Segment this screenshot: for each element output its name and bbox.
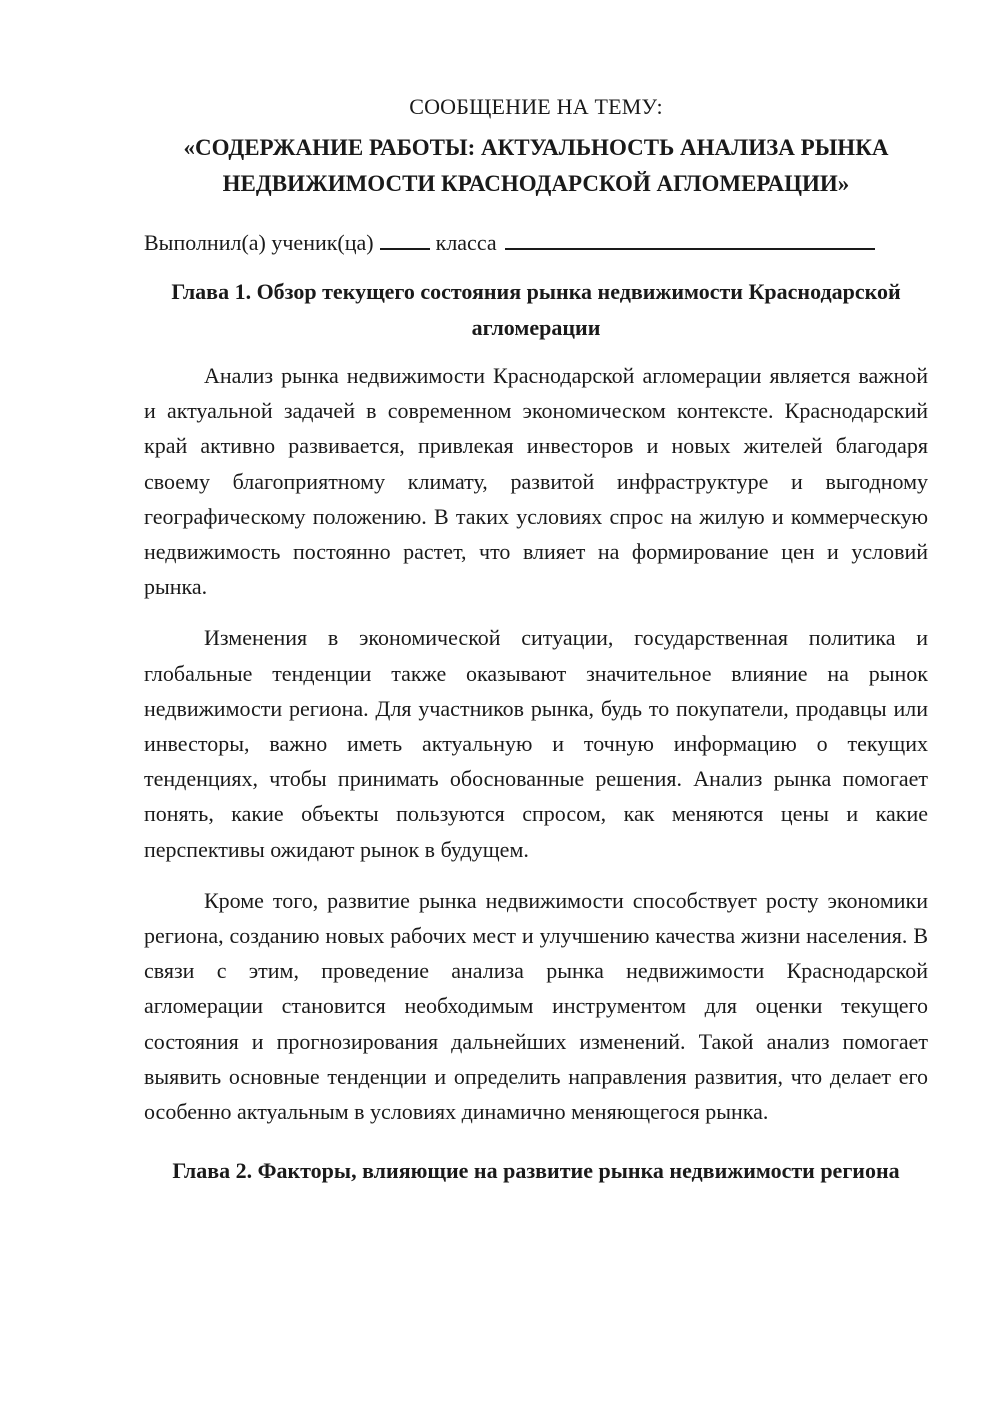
chapter-2-heading: Глава 2. Факторы, влияющие на развитие рынка недвижимости региона <box>172 1158 900 1184</box>
class-label: класса <box>435 230 497 255</box>
topic-line-2: НЕДВИЖИМОСТИ КРАСНОДАРСКОЙ АГЛОМЕРАЦИИ» <box>222 171 850 196</box>
chapter-1-heading: Глава 1. Обзор текущего состояния рынка недвижимости Краснодарской агломерации <box>171 279 901 340</box>
document-page <box>144 92 928 1189</box>
document-title: СООБЩЕНИЕ НА ТЕМУ: <box>409 94 663 119</box>
class-blank <box>380 226 430 250</box>
author-prefix: Выполнил(а) ученик(ца) <box>144 230 374 255</box>
chapter-1-paragraph-3: Кроме того, развитие рынка недвижимости способствует росту экономики региона, созданию новых рабочих мест и улучшению качества жизни населения. В связи с этим, проведение анализа рынка недвижимости Краснодарской агломерации становится необходимым инструментом для оценки текущего состояния и прогнозирования дальнейших изменений. Такой анализ помогает выявить основные тенденции и определить направления развития, что делает его особенно актуальным в условиях динамично меняющегося рынка. <box>144 887 928 1125</box>
chapter-1-paragraph-2: Изменения в экономической ситуации, государственная политика и глобальные тенденции также оказывают значительное влияние на рынок недвижимости региона. Для участников рынка, будь то покупатели, продавцы или инвесторы, важно иметь актуальную и точную информацию о текущих тенденциях, чтобы принимать обоснованные решения. Анализ рынка помогает понять, какие объекты пользуются спросом, как меняются цены и какие перспективы ожидают рынок в будущем. <box>144 625 928 862</box>
chapter-1-paragraph-1: Анализ рынка недвижимости Краснодарской агломерации является важной и актуальной задачей в современном экономическом контексте. Краснодарский край активно развивается, привлекая инвесторов и новых жителей благодаря своему благоприятному климату, развитой инфраструктуре и выгодному географическому положению. В таких условиях спрос на жилую и коммерческую недвижимость постоянно растет, что влияет на формирование цен и условий рынка. <box>144 363 928 600</box>
name-blank <box>505 226 875 250</box>
document-topic <box>144 130 928 202</box>
topic-line-1: «СОДЕРЖАНИЕ РАБОТЫ: АКТУАЛЬНОСТЬ АНАЛИЗА РЫНКА <box>183 135 889 160</box>
author-line <box>144 226 928 258</box>
